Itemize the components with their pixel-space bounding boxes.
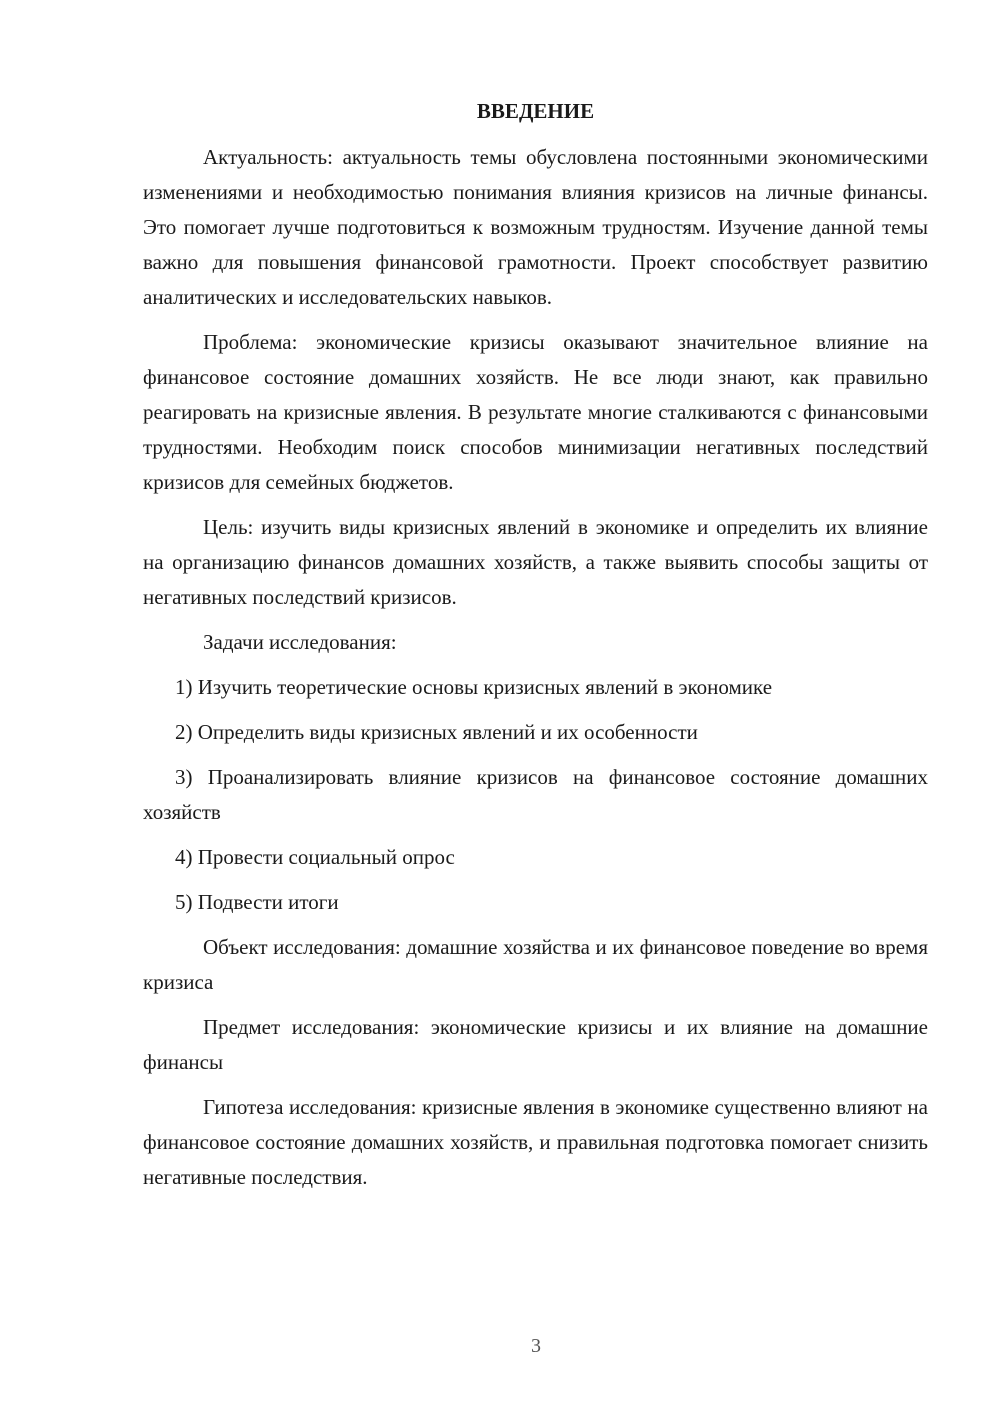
problem-paragraph: Проблема: экономические кризисы оказывают значительное влияние на финансовое состояние домашних хозяйств. Не все люди знают, как правильно реагировать на кризисные явления. В результате многие сталкиваются с финансовыми трудностями. Необходим поиск способов минимизации негативных последствий кризисов для семейных бюджетов. (143, 330, 928, 494)
document-body (143, 96, 928, 1205)
section-title: ВВЕДЕНИЕ (476, 99, 595, 123)
object-paragraph: Объект исследования: домашние хозяйства и их финансовое поведение во время кризиса (143, 935, 928, 994)
task-item-4: 4) Провести социальный опрос (175, 845, 455, 869)
subject-paragraph: Предмет исследования: экономические кризисы и их влияние на домашние финансы (143, 1015, 928, 1074)
relevance-paragraph: Актуальность: актуальность темы обусловлена постоянными экономическими изменениями и необходимостью понимания влияния кризисов на личные финансы. Это помогает лучше подготовиться к возможным трудностям. Изучение данной темы важно для повышения финансовой грамотности. Проект способствует развитию аналитических и исследовательских навыков. (143, 145, 928, 309)
page-number: 3 (531, 1335, 541, 1357)
task-item-3: 3) Проанализировать влияние кризисов на финансовое состояние домашних хозяйств (143, 765, 928, 824)
tasks-heading: Задачи исследования: (203, 630, 397, 654)
task-item-1: 1) Изучить теоретические основы кризисных явлений в экономике (175, 675, 773, 699)
task-item-5: 5) Подвести итоги (175, 890, 339, 914)
hypothesis-paragraph: Гипотеза исследования: кризисные явления в экономике существенно влияют на финансовое состояние домашних хозяйств, и правильная подготовка помогает снизить негативные последствия. (143, 1095, 928, 1189)
task-item-2: 2) Определить виды кризисных явлений и их особенности (175, 720, 698, 744)
goal-paragraph: Цель: изучить виды кризисных явлений в экономике и определить их влияние на организацию финансов домашних хозяйств, а также выявить способы защиты от негативных последствий кризисов. (143, 515, 928, 609)
